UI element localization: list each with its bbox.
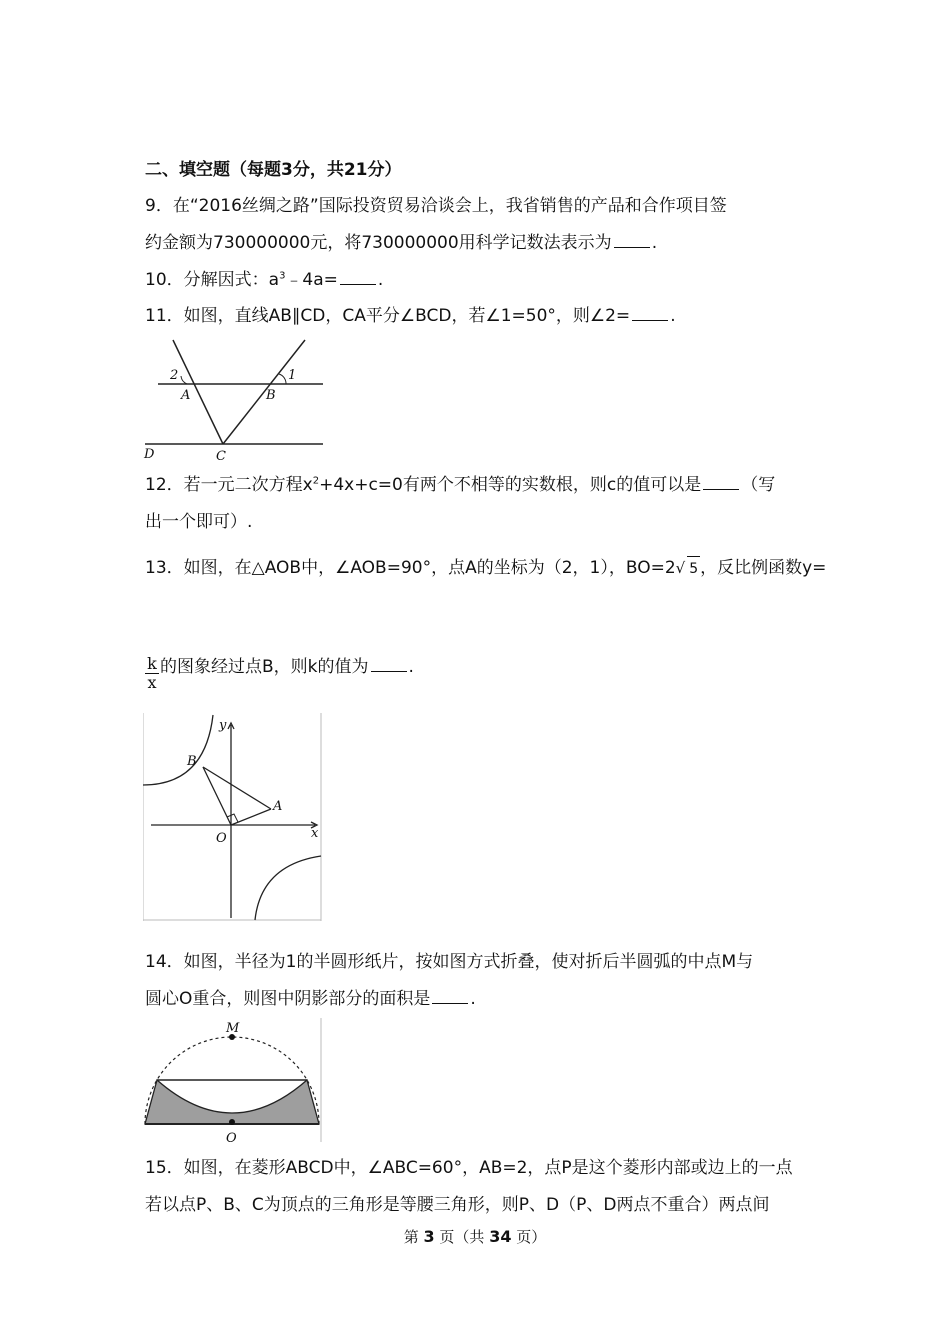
q11-line xyxy=(145,304,676,328)
q14-line1: 14．如图，半径为1的半圆形纸片，按如图方式折叠，使对折后半圆弧的中点M与 xyxy=(145,952,754,972)
q13-answer-blank xyxy=(371,656,407,672)
shaded-region xyxy=(145,1080,319,1124)
q11-period: . xyxy=(670,306,676,326)
q14-text: 圆心O重合，则图中阴影部分的面积是 xyxy=(145,989,431,1009)
q12-expr: +4x+c=0有两个不相等的实数根，则c的值可以是 xyxy=(319,475,702,495)
line-cb xyxy=(223,340,305,444)
q9-text: 约金额为730000000元，将730000000用科学记数法表示为 xyxy=(145,233,612,253)
label-1: 1 xyxy=(288,368,297,383)
q12-tail: （写 xyxy=(741,475,776,495)
frac-denominator: x xyxy=(147,673,157,692)
label-c: C xyxy=(216,449,226,462)
q12-exponent: 2 xyxy=(312,475,320,487)
q12-line2: 出一个即可）. xyxy=(145,512,253,532)
q9-answer-blank xyxy=(614,232,650,248)
segment-oa xyxy=(231,809,271,825)
q13-sqrt: 5 xyxy=(687,556,700,581)
q12-line1 xyxy=(145,473,775,497)
q13-fraction xyxy=(145,655,159,692)
hyperbola-branch-upper xyxy=(143,715,213,785)
q12-text: 12．若一元二次方程x xyxy=(145,475,313,495)
label-y: y xyxy=(219,718,227,733)
q13-line1 xyxy=(145,556,826,581)
q9-line2 xyxy=(145,231,657,255)
q11-figure xyxy=(143,336,325,462)
label-d: D xyxy=(144,447,155,462)
point-o xyxy=(229,1119,235,1125)
label-a: A xyxy=(181,388,191,403)
section-title: 二、填空题（每题3分，共21分） xyxy=(145,160,402,180)
q14-line2 xyxy=(145,987,476,1011)
sqrt-symbol: √ xyxy=(675,559,686,577)
label-m: M xyxy=(226,1021,240,1036)
q11-text: 11．如图，直线AB∥CD，CA平分∠BCD，若∠1=50°，则∠2= xyxy=(145,306,631,326)
q13-text2: 的图象经过点B，则k的值为 xyxy=(160,657,369,677)
q9-period: . xyxy=(651,233,658,253)
q11-answer-blank xyxy=(632,305,668,321)
q14-period: . xyxy=(470,989,476,1009)
label-o: O xyxy=(226,1131,237,1146)
footer-total: 34 xyxy=(489,1227,512,1246)
q10-period: . xyxy=(377,270,384,290)
q10-text: 10．分解因式：a xyxy=(145,270,280,290)
page-footer xyxy=(0,1226,950,1247)
footer-page: 3 xyxy=(423,1227,435,1246)
label-a: A xyxy=(273,799,283,814)
q9-line1: 9．在“2016丝绸之路”国际投资贸易洽谈会上，我省销售的产品和合作项目签 xyxy=(145,196,727,216)
q10-answer-blank xyxy=(340,269,376,285)
label-o: O xyxy=(216,831,227,846)
q13-tail: ，反比例函数y= xyxy=(700,558,827,578)
label-2: 2 xyxy=(170,368,179,383)
angle-1-arc xyxy=(279,374,286,384)
q13-line2 xyxy=(160,655,414,679)
q14-figure xyxy=(143,1018,325,1146)
q13-figure xyxy=(143,713,325,923)
hyperbola-branch-lower xyxy=(255,856,321,920)
footer-mid: 页（共 xyxy=(434,1228,490,1246)
label-x: x xyxy=(311,826,319,841)
label-b: B xyxy=(266,388,276,403)
q15-line2: 若以点P、B、C为顶点的三角形是等腰三角形，则P、D（P、D两点不重合）两点间 xyxy=(145,1195,770,1215)
q10-exponent: 3 xyxy=(279,270,286,282)
footer-pre: 第 xyxy=(403,1228,424,1246)
label-b: B xyxy=(187,754,197,769)
q13-period: . xyxy=(408,657,414,677)
footer-post: 页） xyxy=(511,1228,547,1246)
q14-answer-blank xyxy=(432,988,468,1004)
frac-numerator: k xyxy=(145,655,159,674)
angle-2-arc xyxy=(181,376,187,384)
q13-text: 13．如图，在△AOB中，∠AOB=90°，点A的坐标为（2，1），BO=2 xyxy=(145,558,676,578)
q10-expr: ﹣4a= xyxy=(285,270,338,290)
q12-answer-blank xyxy=(703,474,739,490)
q15-line1: 15．如图，在菱形ABCD中，∠ABC=60°，AB=2，点P是这个菱形内部或边上的一点 xyxy=(145,1158,793,1178)
q10-line xyxy=(145,268,383,292)
